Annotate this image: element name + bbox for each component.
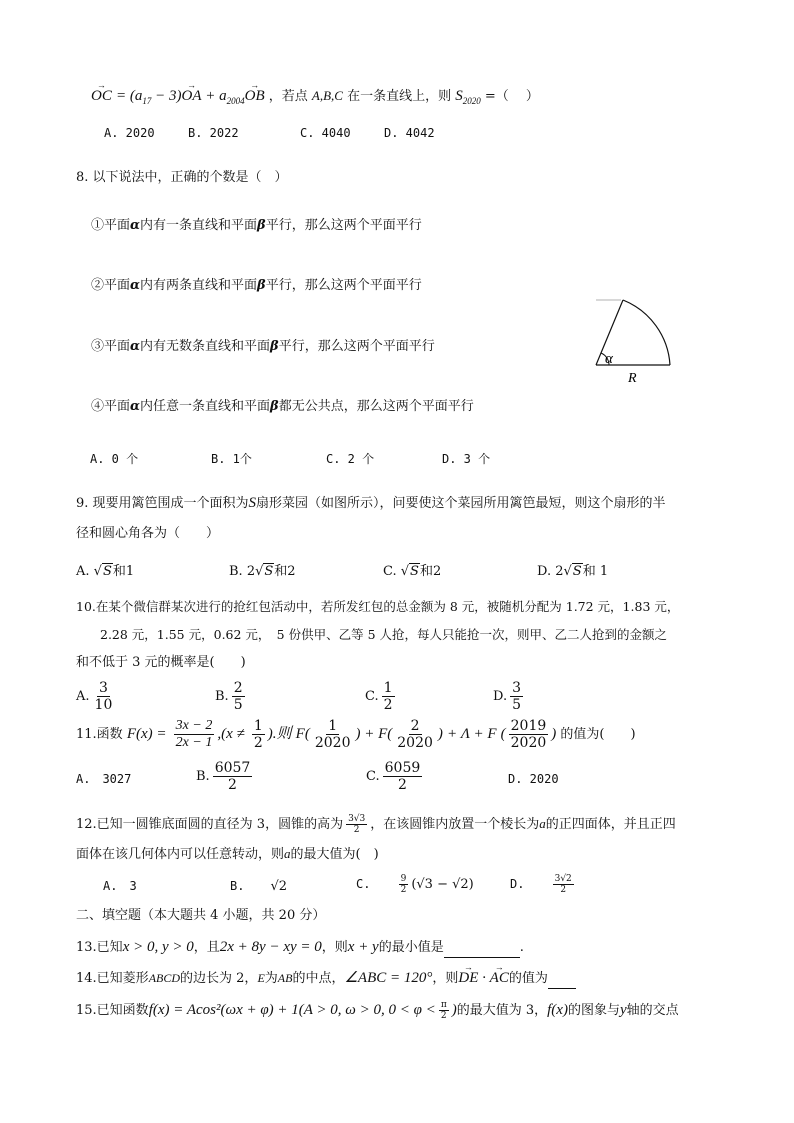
q8-option-c[interactable]: C. 2 个 (326, 452, 375, 466)
q7-option-a[interactable]: A. 2020 (104, 126, 155, 140)
sector-figure (588, 293, 708, 393)
q9-option-d[interactable]: D. 2√S和 1 (537, 564, 609, 579)
angle-label: α (605, 351, 613, 367)
q8-statement-3[interactable]: ③平面α内有无数条直线和平面β平行，那么这两个平面平行 (91, 339, 435, 354)
q10-line1: 10.在某个微信群某次进行的抢红包活动中，若所发红包的总金额为 8 元，被随机分配为 1.72 元，1.83 元， (76, 599, 680, 614)
q8-option-a[interactable]: A. 0 个 (90, 452, 139, 466)
sector-arc (623, 300, 670, 365)
q8-option-d[interactable]: D. 3 个 (442, 452, 491, 466)
q9-option-c[interactable]: C. √S和2 (383, 564, 442, 579)
q11-option-d[interactable]: D. 2020 (508, 772, 559, 786)
q14-stem: 14.已知菱形ABCD的边长为 2，E为AB的中点，∠ABC = 120°，则DE → · AC →的值为 (76, 969, 576, 989)
q7-tail2: 在一条直线上，则 (347, 89, 452, 104)
q12-line2: 面体在该几何体内可以任意转动，则a的最大值为( ) (76, 846, 379, 862)
q12-option-c[interactable]: C. $\frac{9}{2}$ (√3 − √2) (356, 874, 474, 895)
q12-option-b[interactable]: B. √2 (230, 879, 288, 894)
q13-answer-blank[interactable] (444, 939, 520, 958)
q7-option-c[interactable]: C. 4040 (300, 126, 351, 140)
q11-option-a[interactable]: A. 3027 (76, 772, 132, 786)
q7-tail: ，若点 (268, 89, 308, 104)
q10-option-d[interactable]: D. $\frac{3}{5}$ (493, 680, 522, 713)
q14-answer-blank[interactable] (548, 970, 576, 989)
q7-points: A,B,C (311, 88, 343, 103)
q10-line3: 和不低于 3 元的概率是( ) (76, 655, 246, 670)
q9-option-a[interactable]: A. √S和1 (76, 564, 135, 579)
q13-stem: 13.已知x > 0, y > 0，且2x + 8y − xy = 0，则x + y的最小值是 . (76, 938, 524, 958)
q8-option-b[interactable]: B. 1个 (211, 452, 252, 466)
q15-stem: 15.已知函数f(x) = Acos²(ωx + φ) + 1(A > 0, ω > 0, 0 < φ < $\frac{\pi}{2}$ )的最大值为 3，f(x)的图象与y轴的交点 (76, 1000, 679, 1021)
q7-formula: OC → = $(a_{17} - 3)OA$ → + $a_{2004}OB$ → ，若点 A,B,C 在一条直线上，则 $S_{2020}$ =（ ） (91, 87, 539, 110)
q11-stem: 11.函数 F(x) = $\frac{3x - 2}{2x - 1}$ ,(x ≠ $\frac{1}{2}$ ).则 F( $\frac{1}{2020}$ ) + F( $\frac{2}{2020}$ ) + Λ + F ( $\frac{2019}{2020}$ ) 的值为( ) (76, 718, 636, 751)
vector-oc: OC → (91, 88, 112, 104)
q8-statement-1[interactable]: ①平面α内有一条直线和平面β平行，那么这两个平面平行 (91, 218, 422, 233)
q7-s: $S_{2020}$ (455, 88, 481, 106)
q9-line1: 9. 现要用篱笆围成一个面积为S扇形菜园（如图所示），问要使这个菜园所用篱笆最短，则这个扇形的半 (76, 495, 666, 511)
q7-option-b[interactable]: B. 2022 (188, 126, 239, 140)
q12-option-a[interactable]: A. 3 (103, 879, 137, 893)
q11-option-c[interactable]: C. $\frac{6059}{2}$ (366, 760, 421, 793)
q12-option-d[interactable]: D. $\frac{3√2}{2}$ (510, 874, 572, 895)
q9-option-b[interactable]: B. 2√S和2 (229, 564, 296, 579)
q8-statement-4[interactable]: ④平面α内任意一条直线和平面β都无公共点，那么这两个平面平行 (91, 399, 474, 414)
q10-option-b[interactable]: B. $\frac{2}{5}$ (215, 680, 243, 713)
q12-line1: 12.已知一圆锥底面圆的直径为 3，圆锥的高为 $\frac{3√3}{2}$ ，在该圆锥内放置一个棱长为a的正四面体，并且正四 (76, 814, 676, 835)
section-heading-fill-in: 二、填空题（本大题共 4 小题，共 20 分） (76, 908, 326, 923)
q7-eq: =（ ） (484, 89, 539, 104)
q10-option-a[interactable]: A. $\frac{3}{10}$ (76, 680, 113, 713)
q11-option-b[interactable]: B. $\frac{6057}{2}$ (196, 760, 251, 793)
q7-option-d[interactable]: D. 4042 (384, 126, 435, 140)
q10-option-c[interactable]: C. $\frac{1}{2}$ (365, 680, 393, 713)
q8-stem: 8. 以下说法中，正确的个数是（ ） (76, 170, 288, 185)
radius-label: R (628, 371, 637, 386)
q8-statement-2[interactable]: ②平面α内有两条直线和平面β平行，那么这两个平面平行 (91, 278, 422, 293)
q10-line2: 2.28 元，1.55 元，0.62 元， 5 份供甲、乙等 5 人抢，每人只能抢一次，则甲、乙二人抢到的金额之 (100, 627, 667, 642)
q9-line2: 径和圆心角各为（ ） (76, 526, 220, 541)
